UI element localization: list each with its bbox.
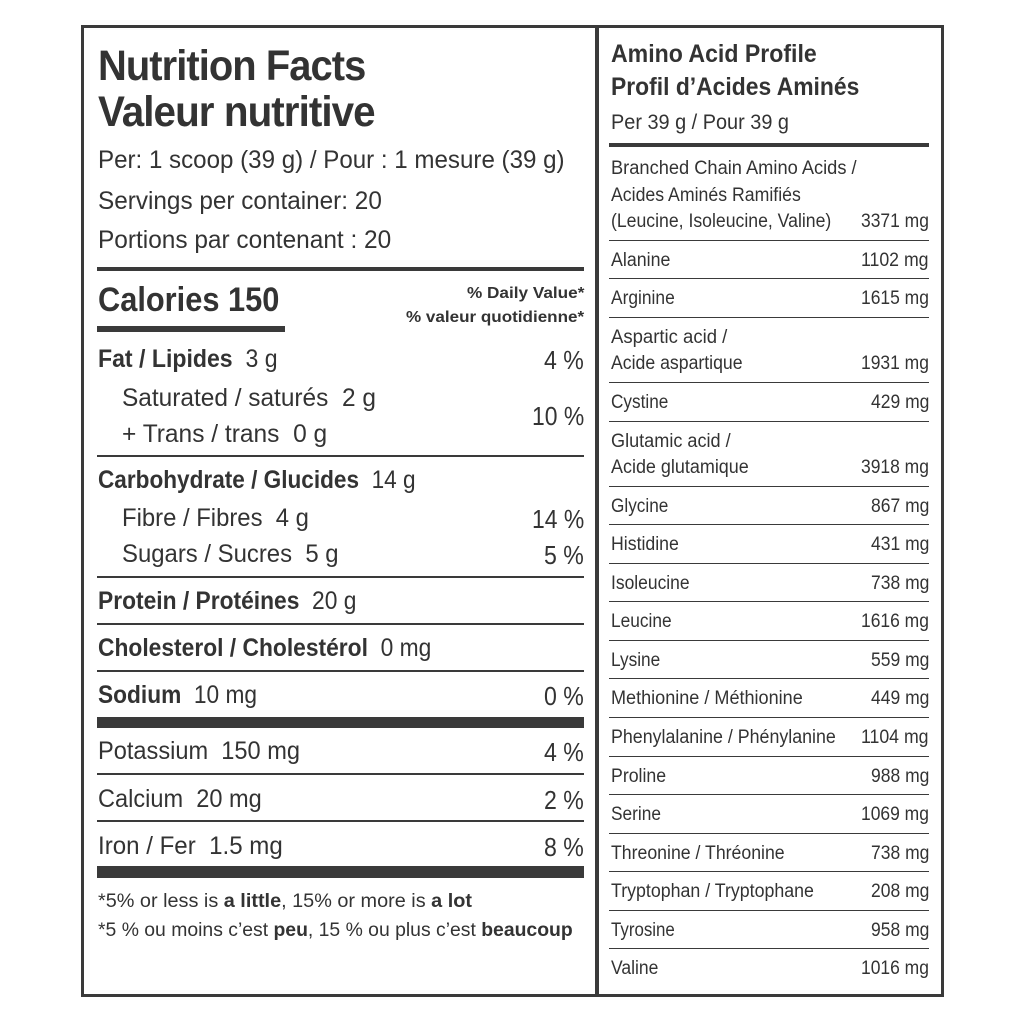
rule-thin: [609, 240, 929, 241]
footnote-en: *5% or less is a little, 15% or more is a lot: [98, 891, 472, 912]
rule-thin: [609, 278, 929, 279]
amino-title-fr: Profil d’Acides Aminés: [611, 73, 860, 101]
amino-name: Proline: [611, 766, 667, 787]
amino-value: 449 mg: [870, 688, 929, 709]
amino-name: Arginine: [611, 288, 675, 309]
rule-thin: [609, 640, 929, 641]
amino-value: 867 mg: [870, 496, 929, 517]
rule-thin: [97, 455, 584, 457]
amino-value: 958 mg: [870, 920, 929, 941]
sodium-row: Sodium 10 mg: [98, 681, 258, 709]
carbohydrate-row: Carbohydrate / Glucides 14 g: [98, 466, 416, 494]
amino-value: 1016 mg: [861, 958, 929, 979]
footnote-fr: *5 % ou moins c’est peu, 15 % ou plus c’est beaucoup: [98, 920, 573, 941]
amino-name: Isoleucine: [611, 573, 690, 594]
amino-name: Histidine: [611, 534, 679, 555]
amino-name: Alanine: [611, 250, 671, 271]
saturated-trans-pct: 10 %: [531, 401, 584, 431]
amino-name: Serine: [611, 804, 661, 825]
calcium-pct: 2 %: [544, 785, 584, 815]
servings-per-container-fr: Portions par contenant : 20: [98, 226, 392, 254]
amino-name: Acide glutamique: [611, 457, 749, 478]
rule-thin: [609, 382, 929, 383]
amino-name-bcaa: Branched Chain Amino Acids /: [611, 158, 857, 179]
iron-pct: 8 %: [544, 832, 584, 862]
saturated-row: Saturated / saturés 2 g: [122, 384, 376, 412]
servings-per-container-en: Servings per container: 20: [98, 187, 382, 215]
amino-value: 208 mg: [870, 881, 929, 902]
amino-value: 1104 mg: [861, 727, 929, 748]
rule-thin: [609, 833, 929, 834]
potassium-pct: 4 %: [544, 737, 584, 767]
rule-thin: [609, 717, 929, 718]
rule-thin: [97, 670, 584, 672]
amino-value: 431 mg: [870, 534, 929, 555]
rule-thin: [609, 563, 929, 564]
trans-row: + Trans / trans 0 g: [122, 420, 328, 448]
calcium-row: Calcium 20 mg: [98, 785, 262, 813]
rule-thick: [97, 717, 584, 728]
fibre-pct: 14 %: [531, 504, 584, 534]
amino-name: Acide aspartique: [611, 353, 743, 374]
calories: Calories 150: [98, 281, 280, 319]
rule-thin: [609, 948, 929, 949]
rule-thin: [609, 756, 929, 757]
rule-thin: [609, 678, 929, 679]
rule-thin: [97, 623, 584, 625]
amino-name-bcaa: Acides Aminés Ramifiés: [611, 185, 801, 206]
protein-row: Protein / Protéines 20 g: [98, 587, 357, 615]
rule-thin: [609, 421, 929, 422]
amino-name-bcaa: (Leucine, Isoleucine, Valine): [611, 211, 832, 232]
amino-value: 3918 mg: [861, 457, 929, 478]
fat-pct: 4 %: [544, 345, 584, 375]
rule-thin: [97, 773, 584, 775]
amino-value: 1102 mg: [861, 250, 929, 271]
rule-medium: [609, 143, 929, 147]
daily-value-heading-fr: % valeur quotidienne*: [405, 309, 584, 326]
amino-name: Glutamic acid /: [611, 431, 731, 452]
rule-thick: [97, 866, 584, 878]
daily-value-heading-en: % Daily Value*: [466, 285, 584, 302]
amino-value-bcaa: 3371 mg: [861, 211, 929, 232]
rule-thin: [609, 524, 929, 525]
rule-thin: [609, 794, 929, 795]
rule-medium: [97, 267, 584, 271]
rule-thin: [609, 486, 929, 487]
amino-name: Lysine: [611, 650, 661, 671]
amino-title-en: Amino Acid Profile: [611, 40, 817, 68]
serving-size: Per: 1 scoop (39 g) / Pour : 1 mesure (39 g): [98, 146, 565, 174]
amino-value: 1616 mg: [861, 611, 929, 632]
nutrition-title-fr: Valeur nutritive: [98, 88, 375, 136]
rule-thin: [609, 601, 929, 602]
rule-thin: [609, 871, 929, 872]
calories-underline: [97, 326, 285, 332]
panel-divider: [595, 25, 599, 997]
amino-value: 559 mg: [870, 650, 929, 671]
fibre-row: Fibre / Fibres 4 g: [122, 504, 309, 532]
nutrition-title-en: Nutrition Facts: [98, 42, 366, 90]
rule-thin: [97, 820, 584, 822]
amino-value: 1931 mg: [861, 353, 929, 374]
amino-name: Aspartic acid /: [611, 327, 728, 348]
rule-thin: [609, 910, 929, 911]
rule-thin: [609, 317, 929, 318]
amino-name: Threonine / Thréonine: [611, 843, 785, 864]
amino-value: 429 mg: [870, 392, 929, 413]
amino-value: 1069 mg: [861, 804, 929, 825]
iron-row: Iron / Fer 1.5 mg: [98, 832, 283, 860]
amino-name: Glycine: [611, 496, 669, 517]
amino-name: Cystine: [611, 392, 669, 413]
sodium-pct: 0 %: [544, 681, 584, 711]
potassium-row: Potassium 150 mg: [98, 737, 301, 765]
amino-value: 738 mg: [870, 573, 929, 594]
amino-value: 738 mg: [870, 843, 929, 864]
amino-value: 988 mg: [870, 766, 929, 787]
amino-value: 1615 mg: [861, 288, 929, 309]
amino-name: Methionine / Méthionine: [611, 688, 803, 709]
cholesterol-row: Cholesterol / Cholestérol 0 mg: [98, 634, 432, 662]
sugars-pct: 5 %: [544, 540, 584, 570]
amino-name: Valine: [611, 958, 659, 979]
rule-thin: [97, 576, 584, 578]
sugars-row: Sugars / Sucres 5 g: [122, 540, 339, 568]
amino-name: Tyrosine: [611, 920, 675, 941]
amino-name: Leucine: [611, 611, 672, 632]
fat-row: Fat / Lipides 3 g: [98, 345, 278, 373]
amino-name: Tryptophan / Tryptophane: [611, 881, 814, 902]
amino-name: Phenylalanine / Phénylanine: [611, 727, 836, 748]
amino-per: Per 39 g / Pour 39 g: [611, 111, 789, 134]
